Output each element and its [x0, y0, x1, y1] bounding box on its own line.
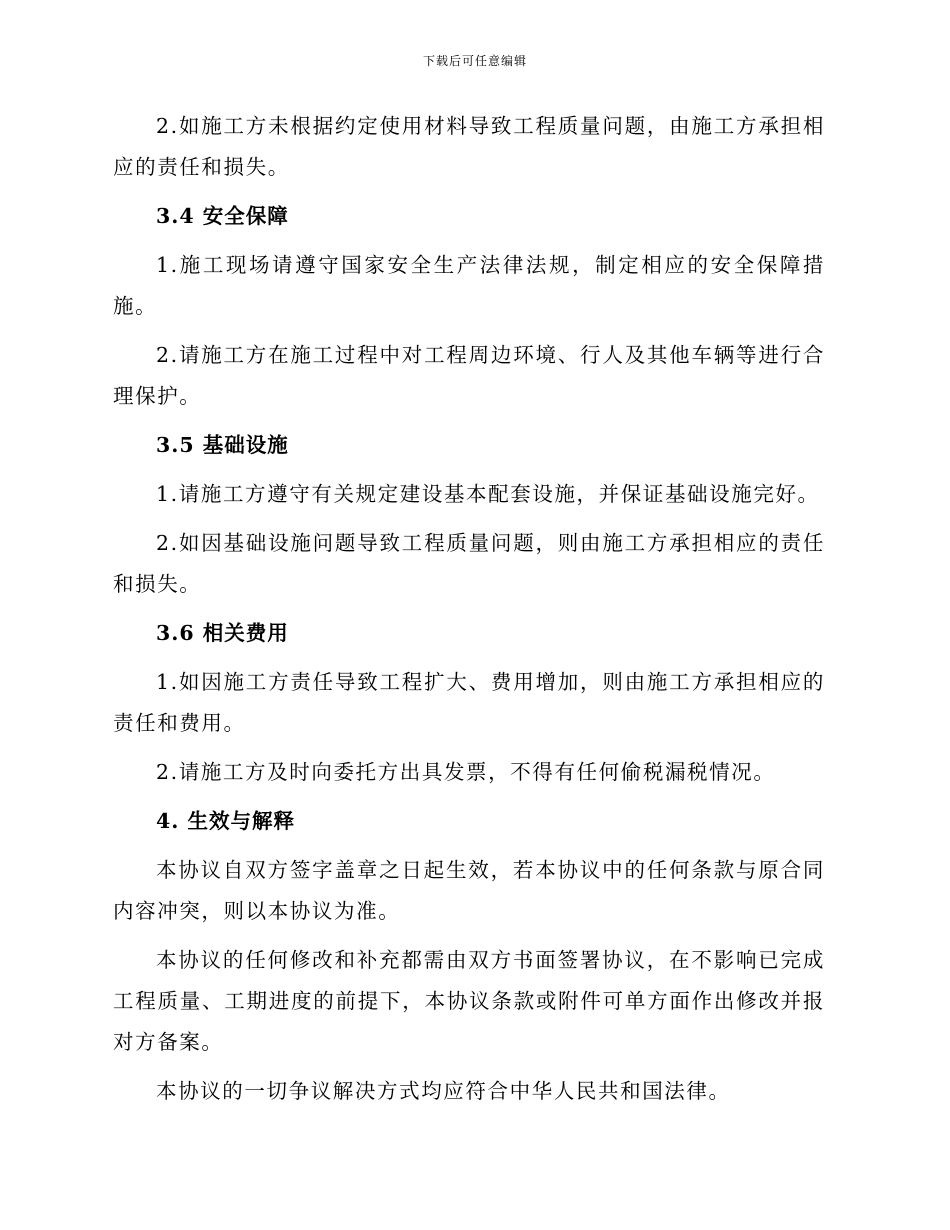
- amendment-paragraph: 本协议的任何修改和补充都需由双方书面签署协议，在不影响已完成工程质量、工期进度的前提下，本协议条款或附件可单方面作出修改并报对方备案。: [113, 948, 825, 1054]
- clause-2-safety: 2.请施工方在施工过程中对工程周边环境、行人及其他车辆等进行合理保护。: [113, 343, 825, 408]
- document-body: [113, 106, 825, 1120]
- dispute-paragraph: 本协议的一切争议解决方式均应符合中华人民共和国法律。: [156, 1079, 731, 1103]
- section-heading-3-5: 3.5 基础设施: [156, 433, 289, 457]
- clause-1-infrastructure: 1.请施工方遵守有关规定建设基本配套设施，并保证基础设施完好。: [156, 482, 820, 506]
- clause-1-safety: 1.施工现场请遵守国家安全生产法律法规，制定相应的安全保障措施。: [113, 253, 825, 318]
- section-heading-3-4: 3.4 安全保障: [156, 204, 289, 228]
- clause-2-infrastructure: 2.如因基础设施问题导致工程质量问题，则由施工方承担相应的责任和损失。: [113, 531, 825, 596]
- section-heading-3-6: 3.6 相关费用: [156, 621, 289, 645]
- section-heading-4: 4. 生效与解释: [156, 809, 296, 833]
- clause-1-costs: 1.如因施工方责任导致工程扩大、费用增加，则由施工方承担相应的责任和费用。: [113, 670, 825, 735]
- effect-paragraph: 本协议自双方签字盖章之日起生效，若本协议中的任何条款与原合同内容冲突，则以本协议为准。: [113, 858, 825, 923]
- clause-2-materials: 2.如施工方未根据约定使用材料导致工程质量问题，由施工方承担相应的责任和损失。: [113, 114, 825, 179]
- clause-2-costs: 2.请施工方及时向委托方出具发票，不得有任何偷税漏税情况。: [156, 760, 776, 784]
- page-header: 下载后可任意编辑: [422, 54, 527, 68]
